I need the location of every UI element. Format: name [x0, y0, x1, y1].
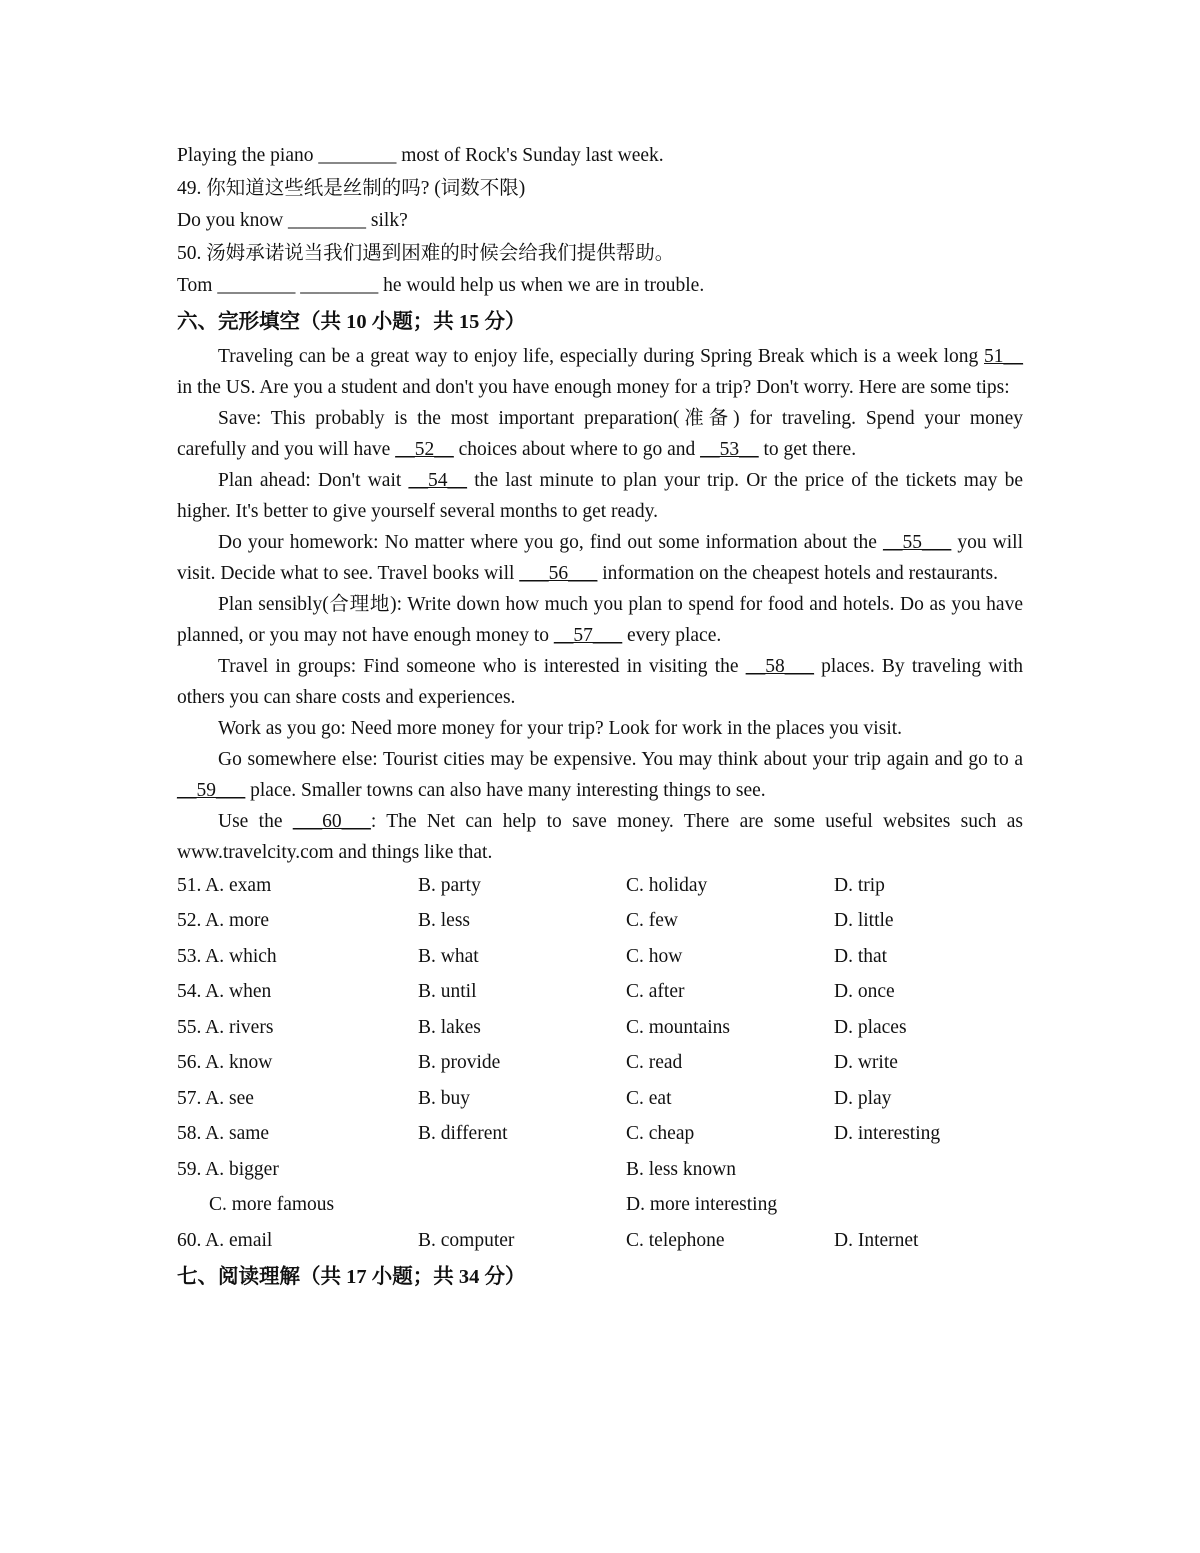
passage-text: you will visit. Decide what to see. Travel books will — [177, 531, 1023, 584]
option-52-c: C. few — [626, 910, 678, 932]
option-59-b: B. less known — [626, 1158, 736, 1180]
blank-number: 51__ — [984, 345, 1023, 367]
passage-text: Plan ahead: Don't wait — [218, 469, 409, 491]
passage-text: place. Smaller towns can also have many interesting things to see. — [245, 779, 766, 801]
option-53-b: B. what — [418, 945, 479, 967]
option-56-c: C. read — [626, 1052, 683, 1074]
translation-50-answer: Tom ________ ________ he would help us when we are in trouble. — [177, 275, 705, 297]
blank-number: ___56___ — [519, 562, 598, 584]
blank-number: __52__ — [395, 438, 454, 460]
passage-text: Plan sensibly(合理地): Write down how much you plan to spend for food and hotels. Do as you have planned, or you may not have enough money to — [177, 593, 1023, 646]
option-51-c: C. holiday — [626, 874, 708, 896]
option-54-a: 54. A. when — [177, 981, 272, 1003]
cloze-options — [177, 868, 1023, 1259]
cloze-paragraph — [177, 341, 1023, 403]
option-56-a: 56. A. know — [177, 1052, 273, 1074]
option-54-b: B. until — [418, 981, 477, 1003]
option-57-a: 57. A. see — [177, 1087, 254, 1109]
cloze-paragraph — [177, 651, 1023, 713]
options-row-53 — [177, 939, 1023, 975]
cloze-paragraph — [177, 744, 1023, 806]
option-55-a: 55. A. rivers — [177, 1016, 274, 1038]
passage-text: places. By traveling with others you can share costs and experiences. — [177, 655, 1023, 708]
options-row-59b — [177, 1187, 1023, 1223]
option-59-a: 59. A. bigger — [177, 1158, 279, 1180]
options-row-51 — [177, 868, 1023, 904]
passage-text: Go somewhere else: Tourist cities may be expensive. You may think about your trip again and go to a — [218, 748, 1023, 770]
option-58-b: B. different — [418, 1123, 508, 1145]
option-52-d: D. little — [834, 910, 894, 932]
cloze-paragraph — [177, 527, 1023, 589]
options-row-55 — [177, 1010, 1023, 1046]
exam-page — [177, 140, 1023, 1296]
cloze-paragraph — [177, 403, 1023, 465]
passage-text: Do your homework: No matter where you go, find out some information about the — [218, 531, 884, 553]
blank-number: __54__ — [408, 469, 467, 491]
blank-number: __57___ — [553, 624, 623, 646]
option-58-a: 58. A. same — [177, 1123, 270, 1145]
option-56-d: D. write — [834, 1052, 898, 1074]
options-row-59a — [177, 1152, 1023, 1188]
option-55-c: C. mountains — [626, 1016, 731, 1038]
option-54-d: D. once — [834, 981, 895, 1003]
passage-text: Use the — [218, 810, 293, 832]
option-57-d: D. play — [834, 1087, 892, 1109]
translation-48-answer: Playing the piano ________ most of Rock's Sunday last week. — [177, 145, 664, 166]
passage-text: information on the cheapest hotels and restaurants. — [597, 562, 999, 584]
option-51-a: 51. A. exam — [177, 874, 272, 896]
options-row-58 — [177, 1116, 1023, 1152]
option-53-a: 53. A. which — [177, 945, 277, 967]
passage-text: choices about where to go and — [453, 438, 701, 460]
option-53-c: C. how — [626, 945, 683, 967]
passage-text: Save: This probably is the most important preparation(准备) for traveling. Spend your money carefully and you will have — [177, 407, 1023, 460]
blank-number: __53__ — [700, 438, 759, 460]
cloze-paragraph — [177, 713, 1023, 744]
passage-text: the last minute to plan your trip. Or the price of the tickets may be higher. It's better to give yourself several months to get ready. — [177, 469, 1023, 522]
option-60-b: B. computer — [418, 1229, 515, 1251]
options-row-56 — [177, 1045, 1023, 1081]
option-52-a: 52. A. more — [177, 910, 270, 932]
blank-number: __58___ — [745, 655, 814, 677]
options-row-57 — [177, 1081, 1023, 1117]
option-54-c: C. after — [626, 981, 685, 1003]
cloze-paragraph — [177, 806, 1023, 868]
options-row-52 — [177, 903, 1023, 939]
option-59-d: D. more interesting — [626, 1194, 778, 1216]
blank-number: __55___ — [883, 531, 952, 553]
passage-text: Work as you go: Need more money for your trip? Look for work in the places you visit. — [218, 717, 903, 739]
option-58-c: C. cheap — [626, 1123, 695, 1145]
passage-text: every place. — [622, 624, 722, 646]
passage-text: : The Net can help to save money. There are some useful websites such as www.travelcity.com and things like that. — [177, 810, 1023, 863]
option-53-d: D. that — [834, 945, 888, 967]
passage-text: Traveling can be a great way to enjoy life, especially during Spring Break which is a week long — [218, 345, 984, 367]
blank-number: ___60___ — [292, 810, 371, 832]
option-56-b: B. provide — [418, 1052, 501, 1074]
option-60-d: D. Internet — [834, 1229, 919, 1251]
section-7-heading: 七、阅读理解（共 17 小题；共 34 分） — [177, 1266, 526, 1289]
translation-49-prompt: 49. 你知道这些纸是丝制的吗? (词数不限) — [177, 177, 526, 199]
passage-text: Travel in groups: Find someone who is interested in visiting the — [218, 655, 746, 677]
option-52-b: B. less — [418, 910, 471, 932]
translation-49-answer: Do you know ________ silk? — [177, 210, 408, 232]
cloze-passage — [177, 341, 1023, 868]
option-57-c: C. eat — [626, 1087, 672, 1109]
option-55-b: B. lakes — [418, 1016, 481, 1038]
option-57-b: B. buy — [418, 1087, 471, 1109]
option-60-a: 60. A. email — [177, 1229, 273, 1251]
options-row-54 — [177, 974, 1023, 1010]
option-51-b: B. party — [418, 874, 481, 896]
passage-text: to get there. — [758, 438, 857, 460]
option-59-c: C. more famous — [209, 1194, 335, 1216]
option-58-d: D. interesting — [834, 1123, 941, 1145]
passage-text: in the US. Are you a student and don't you have enough money for a trip? Don't worry. Here are some tips: — [177, 376, 1010, 398]
option-55-d: D. places — [834, 1016, 907, 1038]
option-60-c: C. telephone — [626, 1229, 725, 1251]
section-6-heading: 六、完形填空（共 10 小题；共 15 分） — [177, 310, 526, 333]
translation-50-prompt: 50. 汤姆承诺说当我们遇到困难的时候会给我们提供帮助。 — [177, 242, 675, 264]
options-row-60 — [177, 1223, 1023, 1259]
option-51-d: D. trip — [834, 874, 885, 896]
cloze-paragraph — [177, 589, 1023, 651]
blank-number: __59___ — [177, 779, 246, 801]
cloze-paragraph — [177, 465, 1023, 527]
